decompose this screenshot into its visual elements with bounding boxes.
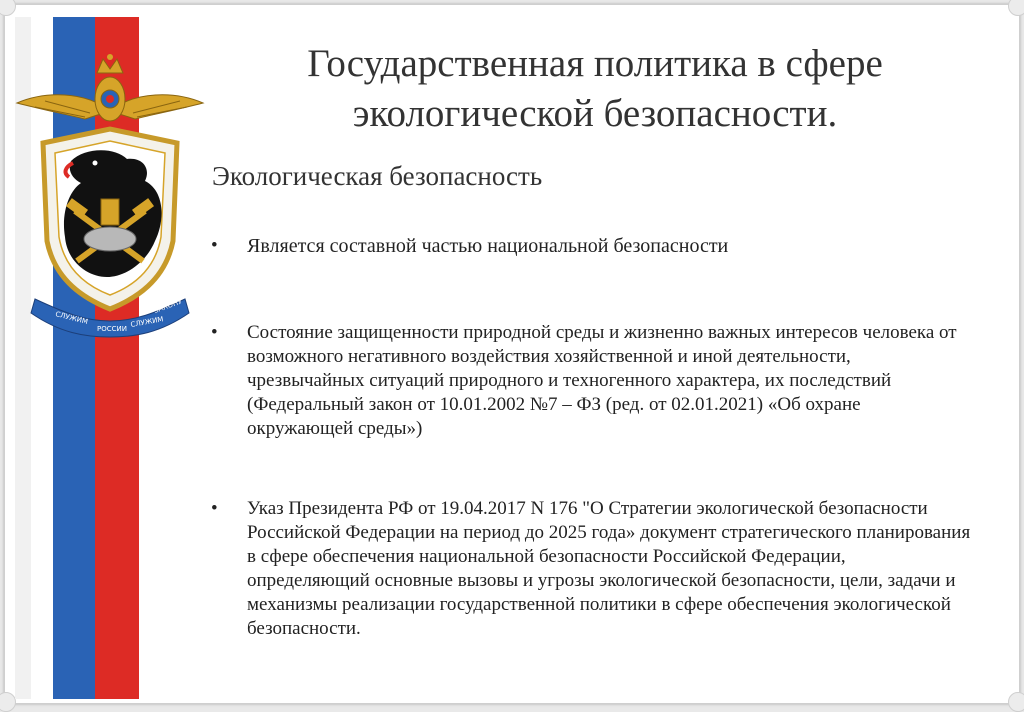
bullet-marker: • xyxy=(211,322,218,343)
bullet-marker: • xyxy=(211,235,218,256)
corner-decoration xyxy=(0,692,16,712)
bullet-text: Указ Президента РФ от 19.04.2017 N 176 "О Стратегии экологической безопасности Российской Федерации на период до 2025 года» документ стратегического планирования в сфере обеспечения национальной безопасности Российской Федерации, определяющий основные вызовы и угрозы экологической безопасности, цели, задачи и механизмы реализации государственной политики в сфере обеспечения экологической безопасности. xyxy=(247,498,971,639)
corner-decoration xyxy=(1008,0,1024,16)
svg-text:ЗАКОНУ: ЗАКОНУ xyxy=(152,297,184,315)
bullet-text: Является составной частью национальной безопасности xyxy=(247,235,729,257)
svg-text:РОССИИ: РОССИИ xyxy=(97,325,127,333)
svg-text:СЛУЖИМ: СЛУЖИМ xyxy=(54,310,89,326)
corner-decoration xyxy=(0,0,16,16)
slide-subtitle: Экологическая безопасность xyxy=(212,161,543,191)
slide-title: Государственная политика в сфере экологической безопасности. xyxy=(307,42,883,135)
bullet-marker: • xyxy=(211,498,218,519)
svg-text:СЛУЖИМ: СЛУЖИМ xyxy=(129,315,165,329)
bullet-text: Состояние защищенности природной среды и жизненно важных интересов человека от возможного негативного воздействия хозяйственной и иной деятельности, чрезвычайных ситуаций природного и техногенного характера, их последствий (Федеральный закон от 10.01.2002 №7 – ФЗ (ред. от 02.01.2021) «Об охране окружающей среды») xyxy=(247,322,957,439)
corner-decoration xyxy=(1008,692,1024,712)
slide xyxy=(4,4,1020,704)
police-bear-emblem-icon xyxy=(15,51,205,341)
